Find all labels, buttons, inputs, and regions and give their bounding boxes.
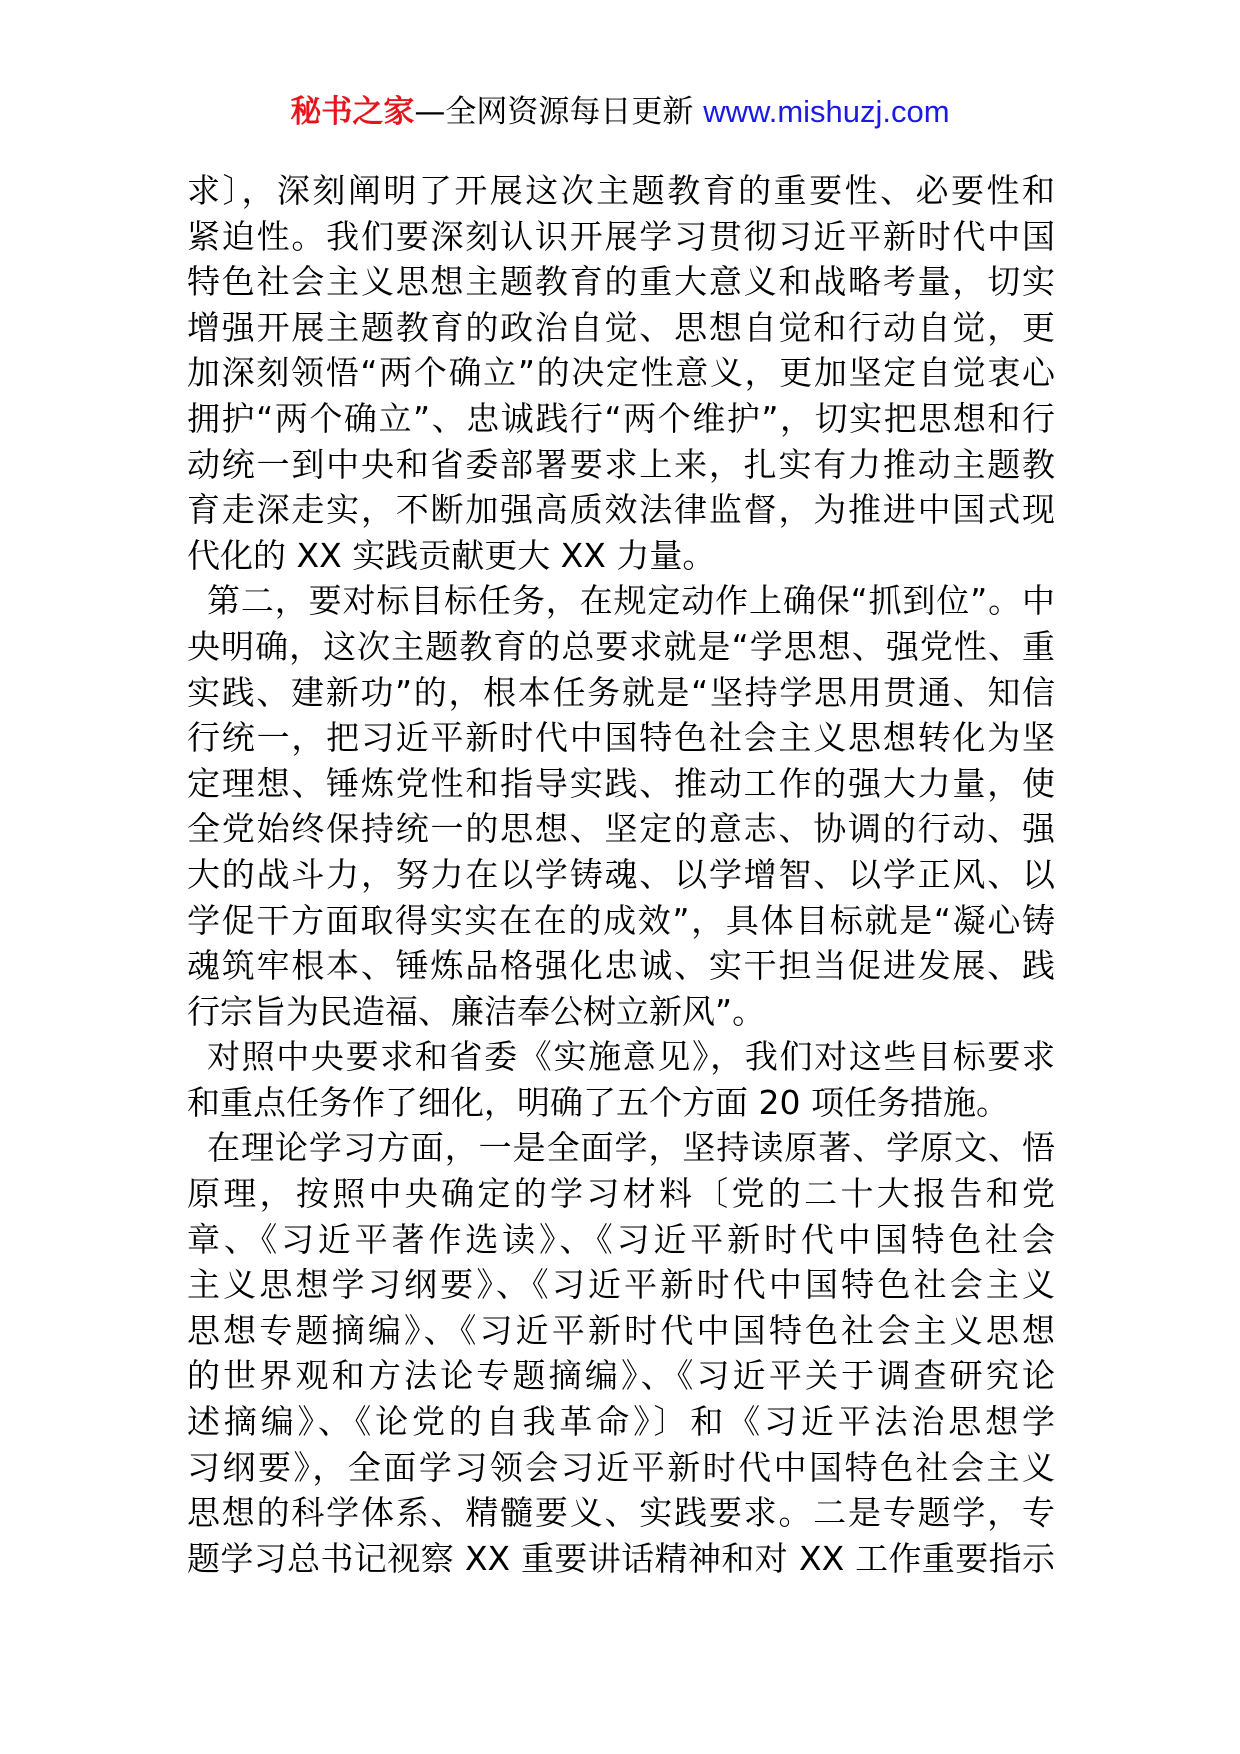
text-line: 实践、建新功”的，根本任务就是“坚持学思用贯通、知信 (187, 672, 1055, 712)
text-line: 动统一到中央和省委部署要求上来，扎实有力推动主题教 (187, 444, 1055, 484)
text-line: 增强开展主题教育的政治自觉、思想自觉和行动自觉，更 (187, 307, 1055, 347)
text-line: 大的战斗力，努力在以学铸魂、以学增智、以学正风、以 (187, 854, 1055, 894)
text-line: 原理，按照中央确定的学习材料〔党的二十大报告和党 (187, 1174, 1055, 1214)
paragraph-start-line: 第二，要对标目标任务，在规定动作上确保“抓到位”。中 (207, 581, 1055, 621)
brand-name: 秘书之家 (290, 94, 415, 130)
text-line: 定理想、锤炼党性和指导实践、推动工作的强大力量，使 (187, 763, 1055, 803)
text-line: 紧迫性。我们要深刻认识开展学习贯彻习近平新时代中国 (187, 216, 1055, 256)
text-line: 行宗旨为民造福、廉洁奉公树立新风”。 (187, 991, 766, 1031)
text-line: 拥护“两个确立”、忠诚践行“两个维护”，切实把思想和行 (187, 398, 1055, 438)
text-line: 和重点任务作了细化，明确了五个方面 20 项任务措施。 (187, 1082, 1009, 1122)
site-header (0, 92, 1240, 132)
text-line: 育走深走实，不断加强高质效法律监督，为推进中国式现 (187, 490, 1055, 530)
document-body (187, 168, 1055, 1581)
text-line: 主义思想学习纲要》、《习近平新时代中国特色社会主义 (187, 1265, 1055, 1305)
text-line: 学促干方面取得实实在在的成效”，具体目标就是“凝心铸 (187, 900, 1055, 940)
text-line: 央明确，这次主题教育的总要求就是“学思想、强党性、重 (187, 626, 1055, 666)
text-line: 习纲要》，全面学习领会习近平新时代中国特色社会主义 (187, 1447, 1055, 1487)
text-line: 魂筑牢根本、锤炼品格强化忠诚、实干担当促进发展、践 (187, 946, 1055, 986)
paragraph-start-line: 在理论学习方面，一是全面学，坚持读原著、学原文、悟 (207, 1128, 1055, 1168)
text-line: 的世界观和方法论专题摘编》、《习近平关于调查研究论 (187, 1356, 1055, 1396)
text-line: 求〕，深刻阐明了开展这次主题教育的重要性、必要性和 (187, 171, 1055, 210)
site-url-link[interactable]: www.mishuzj.com (703, 94, 950, 129)
text-line: 行统一，把习近平新时代中国特色社会主义思想转化为坚 (187, 718, 1055, 758)
text-line: 述摘编》、《论党的自我革命》〕和《习近平法治思想学 (187, 1402, 1055, 1442)
text-line: 全党始终保持统一的思想、坚定的意志、协调的行动、强 (187, 809, 1055, 849)
header-tagline: —全网资源每日更新 (414, 94, 704, 130)
text-line: 章、《习近平著作选读》、《习近平新时代中国特色社会 (187, 1219, 1055, 1259)
text-line: 题学习总书记视察 XX 重要讲话精神和对 XX 工作重要指示 (187, 1538, 1055, 1578)
text-line: 思想的科学体系、精髓要义、实践要求。二是专题学，专 (187, 1493, 1055, 1533)
text-line: 代化的 XX 实践贡献更大 XX 力量。 (187, 535, 716, 575)
text-line: 思想专题摘编》、《习近平新时代中国特色社会主义思想 (187, 1310, 1055, 1350)
text-line: 特色社会主义思想主题教育的重大意义和战略考量，切实 (187, 262, 1055, 302)
text-line: 加深刻领悟“两个确立”的决定性意义，更加坚定自觉衷心 (187, 353, 1055, 393)
paragraph-start-line: 对照中央要求和省委《实施意见》，我们对这些目标要求 (207, 1037, 1055, 1077)
